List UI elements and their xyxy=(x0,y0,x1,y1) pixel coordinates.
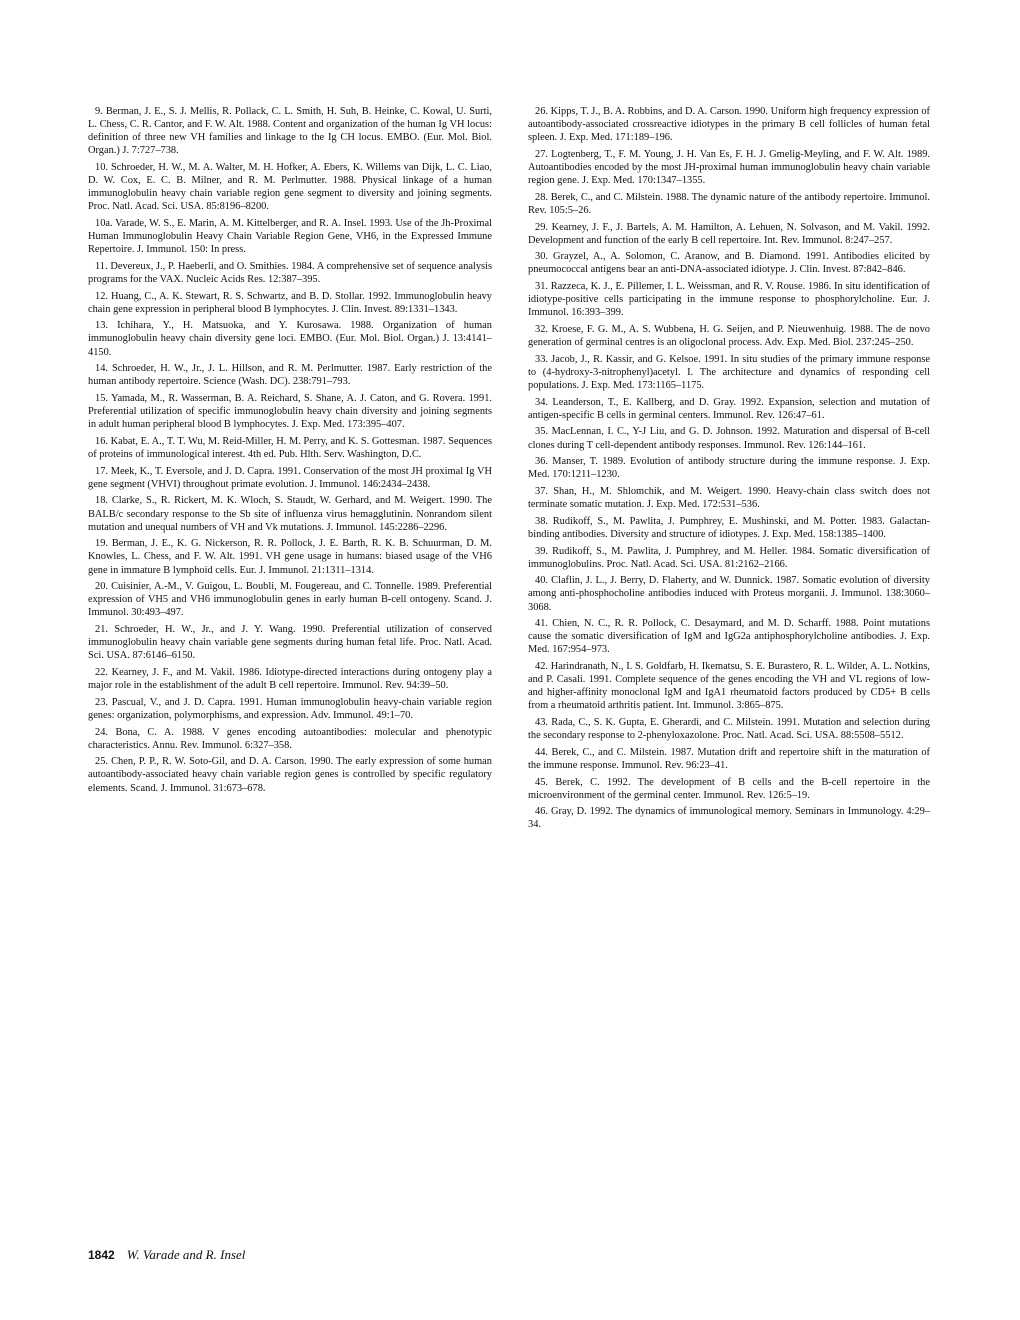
reference-item: 15. Yamada, M., R. Wasserman, B. A. Reichard, S. Shane, A. J. Caton, and G. Rovera. 1991. Preferential utilization of specific immunoglobulin heavy chain diversity and joining segments in adult human peripheral blood B lymphocytes. J. Exp. Med. 173:395–407. xyxy=(88,393,492,431)
reference-item: 22. Kearney, J. F., and M. Vakil. 1986. Idiotype-directed interactions during ontogeny play a major role in the establishment of the adult B cell repertoire. Immunol. Rev. 94:39–50. xyxy=(88,666,492,692)
reference-item: 37. Shan, H., M. Shlomchik, and M. Weigert. 1990. Heavy-chain class switch does not terminate somatic mutation. J. Exp. Med. 172:531–536. xyxy=(528,485,930,511)
reference-item: 14. Schroeder, H. W., Jr., J. L. Hillson, and R. M. Perlmutter. 1987. Early restriction of the human antibody repertoire. Science (Wash. DC). 238:791–793. xyxy=(88,363,492,388)
reference-item: 12. Huang, C., A. K. Stewart, R. S. Schwartz, and B. D. Stollar. 1992. Immunoglobulin heavy chain gene expression in peripheral blood B lymphocytes. J. Clin. Invest. 89:1331–1343. xyxy=(88,290,492,315)
reference-item: 41. Chien, N. C., R. R. Pollock, C. Desaymard, and M. D. Scharff. 1988. Point mutations cause the somatic diversification of IgM and IgG2a antiphosphorylcholine antibodies. J. Exp. Med. 167:954–973. xyxy=(528,618,930,656)
reference-item: 20. Cuisinier, A.-M., V. Guigou, L. Boubli, M. Fougereau, and C. Tonnelle. 1989. Preferential expression of VH5 and VH6 immunoglobulin genes in early human B-cell ontogeny. Scand. J. Immunol. 30:493–497. xyxy=(88,581,492,619)
reference-item: 26. Kipps, T. J., B. A. Robbins, and D. A. Carson. 1990. Uniform high frequency expression of autoantibody-associated crossreactive idiotypes in the primary B cell follicles of human fetal spleen. J. Exp. Med. 171:189–196. xyxy=(528,106,930,144)
running-head-authors: W. Varade and R. Insel xyxy=(126,1247,246,1262)
page-number: 1842 xyxy=(88,1248,115,1262)
reference-item: 9. Berman, J. E., S. J. Mellis, R. Pollack, C. L. Smith, H. Suh, B. Heinke, C. Kowal, U. Surti, L. Chess, C. R. Cantor, and F. W. Alt. 1988. Content and organization of the human Ig VH locus: definition of three new VH families and linkage to the Ig CH locus. EMBO. (Eur. Mol. Biol. Organ.) J. 7:727–738. xyxy=(88,106,492,157)
reference-item: 28. Berek, C., and C. Milstein. 1988. The dynamic nature of the antibody repertoire. Immunol. Rev. 105:5–26. xyxy=(528,191,930,216)
reference-item: 31. Razzeca, K. J., E. Pillemer, I. L. Weissman, and R. V. Rouse. 1986. In situ identification of idiotype-positive cells participating in the immune response to phosphorylcholine. Eur. J. Immunol. 16:393–399. xyxy=(528,281,930,319)
reference-item: 45. Berek, C. 1992. The development of B cells and the B-cell repertoire in the microenvironment of the germinal center. Immunol. Rev. 126:5–19. xyxy=(528,776,930,801)
reference-item: 46. Gray, D. 1992. The dynamics of immunological memory. Seminars in Immunology. 4:29–34. xyxy=(528,806,930,831)
reference-item: 19. Berman, J. E., K. G. Nickerson, R. R. Pollock, J. E. Barth, R. K. B. Schuurman, D. M. Knowles, L. Chess, and F. W. Alt. 1991. VH gene usage in humans: biased usage of the VH6 gene in immature B lymphoid cells. Eur. J. Immunol. 21:1311–1314. xyxy=(88,538,492,576)
reference-item: 30. Grayzel, A., A. Solomon, C. Aranow, and B. Diamond. 1991. Antibodies elicited by pneumococcal antigens bear an anti-DNA-associated idiotype. J. Clin. Invest. 87:842–846. xyxy=(528,251,930,276)
reference-item: 35. MacLennan, I. C., Y-J Liu, and G. D. Johnson. 1992. Maturation and dispersal of B-cell clones during T cell-dependent antibody responses. Immunol. Rev. 126:144–161. xyxy=(528,426,930,451)
reference-item: 25. Chen, P. P., R. W. Soto-Gil, and D. A. Carson. 1990. The early expression of some human autoantibody-associated heavy chain variable region genes is controlled by specific regulatory elements. Scand. J. Immunol. 31:673–678. xyxy=(88,756,492,794)
reference-item: 39. Rudikoff, S., M. Pawlita, J. Pumphrey, and M. Heller. 1984. Somatic diversification of immunoglobulins. Proc. Natl. Acad. Sci. USA. 81:2162–2166. xyxy=(528,545,930,570)
reference-item: 18. Clarke, S., R. Rickert, M. K. Wloch, S. Staudt, W. Gerhard, and M. Weigert. 1990. The BALB/c secondary response to the Sb site of influenza virus hemagglutinin. Nonrandom silent mutation and unequal numbers of VH and Vk mutations. J. Immunol. 145:2286–2296. xyxy=(88,495,492,533)
reference-item: 17. Meek, K., T. Eversole, and J. D. Capra. 1991. Conservation of the most JH proximal Ig VH gene segment (VHVI) throughout primate evolution. J. Immunol. 146:2434–2438. xyxy=(88,465,492,490)
references-left-column xyxy=(88,105,492,798)
references-right-column xyxy=(528,105,930,835)
reference-item: 10. Schroeder, H. W., M. A. Walter, M. H. Hofker, A. Ebers, K. Willems van Dijk, L. C. Liao, D. W. Cox, E. C. B. Milner, and R. M. Perlmutter. 1988. Physical linkage of a human immunoglobulin heavy chain variable region gene segment to diversity and joining segments. Proc. Natl. Acad. Sci. USA. 85:8196–8200. xyxy=(88,161,492,213)
reference-item: 42. Harindranath, N., I. S. Goldfarb, H. Ikematsu, S. E. Burastero, R. L. Wilder, A. L. Notkins, and P. Casali. 1991. Complete sequence of the genes encoding the VH and VL regions of low- and higher-affinity monoclonal IgM and IgA1 rheumatoid factors produced by CD5+ B cells from a rheumatoid arthritis patient. Int. Immunol. 3:865–875. xyxy=(528,661,930,712)
reference-item: 43. Rada, C., S. K. Gupta, E. Gherardi, and C. Milstein. 1991. Mutation and selection during the secondary response to 2-phenyloxazolone. Proc. Natl. Acad. Sci. USA. 88:5508–5512. xyxy=(528,717,930,742)
reference-item: 23. Pascual, V., and J. D. Capra. 1991. Human immunoglobulin heavy-chain variable region genes: organization, polymorphisms, and expression. Adv. Immunol. 49:1–70. xyxy=(88,696,492,721)
reference-item: 21. Schroeder, H. W., Jr., and J. Y. Wang. 1990. Preferential utilization of conserved immunoglobulin heavy chain variable gene segments during human fetal life. Proc. Natl. Acad. Sci. USA. 87:6146–6150. xyxy=(88,624,492,662)
reference-item: 32. Kroese, F. G. M., A. S. Wubbena, H. G. Seijen, and P. Nieuwenhuig. 1988. The de novo generation of germinal centres is an oligoclonal process. Adv. Exp. Med. Biol. 237:245–250. xyxy=(528,323,930,349)
reference-item: 29. Kearney, J. F., J. Bartels, A. M. Hamilton, A. Lehuen, N. Solvason, and M. Vakil. 1992. Development and function of the early B cell repertoire. Int. Rev. Immunol. 8:247–257. xyxy=(528,221,930,246)
reference-item: 33. Jacob, J., R. Kassir, and G. Kelsoe. 1991. In situ studies of the primary immune response to (4-hydroxy-3-nitrophenyl)acetyl. I. The architecture and dynamics of responding cell populations. J. Exp. Med. 173:1165–1175. xyxy=(528,353,930,391)
reference-item: 24. Bona, C. A. 1988. V genes encoding autoantibodies: molecular and phenotypic characteristics. Annu. Rev. Immunol. 6:327–358. xyxy=(88,726,492,751)
reference-item: 44. Berek, C., and C. Milstein. 1987. Mutation drift and repertoire shift in the maturation of the immune response. Immunol. Rev. 96:23–41. xyxy=(528,746,930,771)
reference-item: 10a. Varade, W. S., E. Marin, A. M. Kittelberger, and R. A. Insel. 1993. Use of the Jh-Proximal Human Immunoglobulin Heavy Chain Variable Region Gene, VH6, in the Expressed Immune Repertoire. J. Immunol. 150: In press. xyxy=(88,217,492,256)
reference-item: 38. Rudikoff, S., M. Pawlita, J. Pumphrey, E. Mushinski, and M. Potter. 1983. Galactan-binding antibodies. Diversity and structure of idiotypes. J. Exp. Med. 158:1385–1400. xyxy=(528,515,930,540)
reference-item: 27. Logtenberg, T., F. M. Young, J. H. Van Es, F. H. J. Gmelig-Meyling, and F. W. Alt. 1989. Autoantibodies encoded by the most JH-proximal human immunoglobulin heavy chain variable region gene. J. Exp. Med. 170:1347–1355. xyxy=(528,148,930,187)
reference-item: 34. Leanderson, T., E. Kallberg, and D. Gray. 1992. Expansion, selection and mutation of antigen-specific B cells in germinal centers. Immunol. Rev. 126:47–61. xyxy=(528,396,930,421)
reference-item: 36. Manser, T. 1989. Evolution of antibody structure during the immune response. J. Exp. Med. 170:1211–1230. xyxy=(528,456,930,481)
reference-item: 13. Ichihara, Y., H. Matsuoka, and Y. Kurosawa. 1988. Organization of human immunoglobulin heavy chain diversity gene loci. EMBO. (Eur. Mol. Biol. Organ.) J. 13:4141–4150. xyxy=(88,320,492,358)
reference-item: 16. Kabat, E. A., T. T. Wu, M. Reid-Miller, H. M. Perry, and K. S. Gottesman. 1987. Sequences of proteins of immunological interest. 4th ed. Pub. Hlth. Serv. Washington, D.C. xyxy=(88,435,492,460)
page-footer xyxy=(88,1246,245,1264)
reference-item: 11. Devereux, J., P. Haeberli, and O. Smithies. 1984. A comprehensive set of sequence analysis programs for the VAX. Nucleic Acids Res. 12:387–395. xyxy=(88,260,492,285)
reference-item: 40. Claflin, J. L., J. Berry, D. Flaherty, and W. Dunnick. 1987. Somatic evolution of diversity among anti-phosphocholine antibodies induced with Proteus morganii. J. Immunol. 138:3060–3068. xyxy=(528,575,930,613)
